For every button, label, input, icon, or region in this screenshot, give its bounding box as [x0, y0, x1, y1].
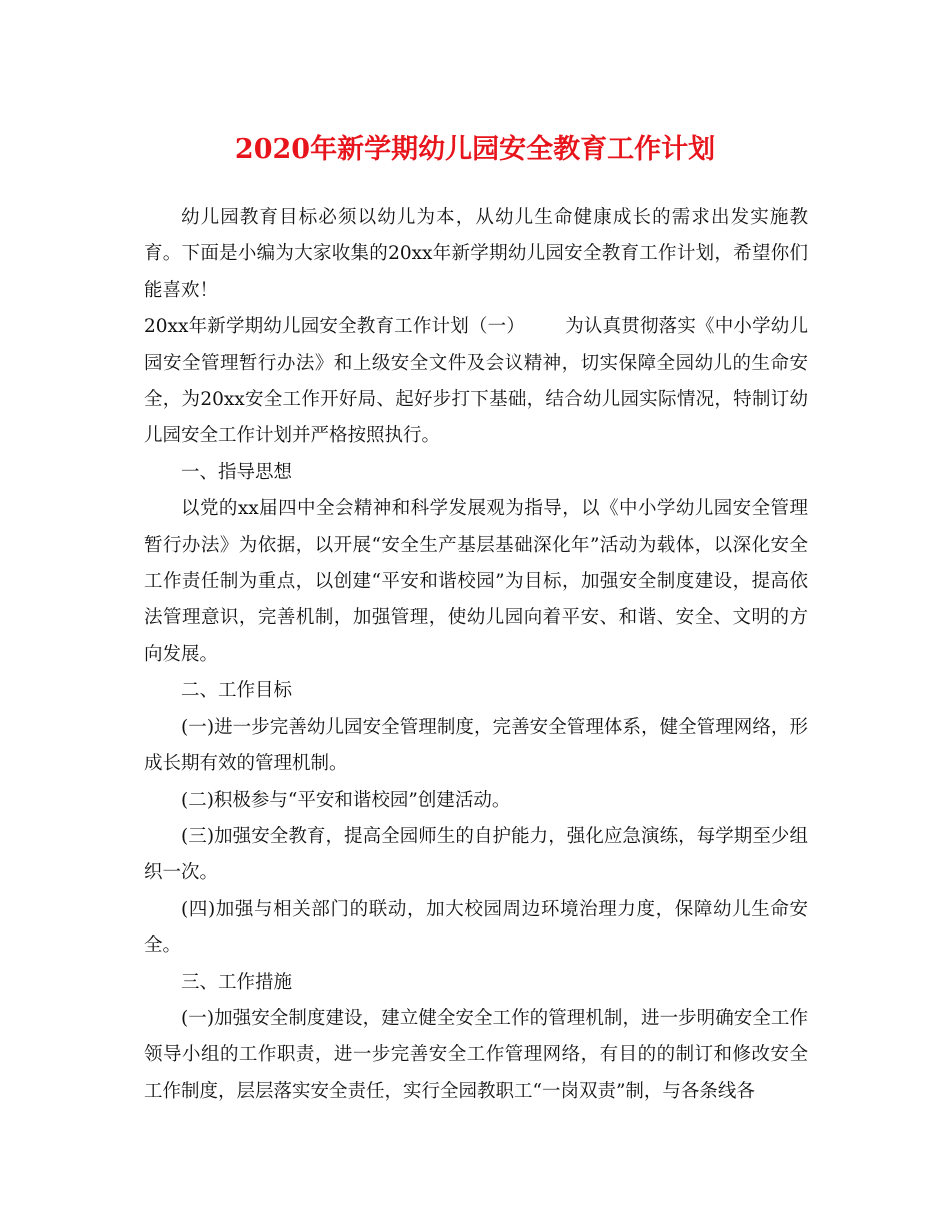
plan-heading: 20xx年新学期幼儿园安全教育工作计划（一） [144, 316, 526, 338]
intro-paragraph: 幼儿园教育目标必须以幼儿为本，从幼儿生命健康成长的需求出发实施教育。下面是小编为大家收集的20xx年新学期幼儿园安全教育工作计划，希望你们能喜欢！ [144, 207, 808, 301]
guiding-paragraph: 以党的xx届四中全会精神和科学发展观为指导，以《中小学幼儿园安全管理暂行办法》为依据，以开展“安全生产基层基础深化年”活动为载体，以深化安全工作责任制为重点，以创建“平安和谐校园”为目标，加强安全制度建设，提高依法管理意识，完善机制，加强管理，使幼儿园向着平安、和谐、安全、文明的方向发展。 [144, 498, 808, 665]
goal-item: (四)加强与相关部门的联动，加大校园周边环境治理力度，保障幼儿生命安全。 [144, 898, 808, 957]
goal-item: (三)加强安全教育，提高全园师生的自护能力，强化应急演练，每学期至少组织一次。 [144, 825, 808, 884]
section-heading-guiding: 一、指导思想 [181, 461, 293, 483]
plan-paragraph [144, 309, 808, 455]
section-heading-measures: 三、工作措施 [181, 971, 293, 993]
goal-item: (一)进一步完善幼儿园安全管理制度，完善安全管理体系，健全管理网络，形成长期有效的管理机制。 [144, 716, 808, 775]
measure-item: (一)加强安全制度建设，建立健全安全工作的管理机制，进一步明确安全工作领导小组的工作职责，进一步完善安全工作管理网络，有目的的制订和修改安全工作制度，层层落实安全责任，实行全园教职工“一岗双责”制，与各条线各 [144, 1007, 808, 1102]
section-heading-goals: 二、工作目标 [181, 680, 293, 702]
goal-item: (二)积极参与“平安和谐校园”创建活动。 [181, 789, 511, 811]
document-body [144, 200, 808, 1110]
document-title: 2020年新学期幼儿园安全教育工作计划 [234, 134, 716, 165]
plan-intro: 为认真贯彻落实《中小学幼儿园安全管理暂行办法》和上级安全文件及会议精神，切实保障全园幼儿的生命安全，为20xx安全工作开好局、起好步打下基础，结合幼儿园实际情况，特制订幼儿园安全工作计划并严格按照执行。 [144, 316, 808, 447]
